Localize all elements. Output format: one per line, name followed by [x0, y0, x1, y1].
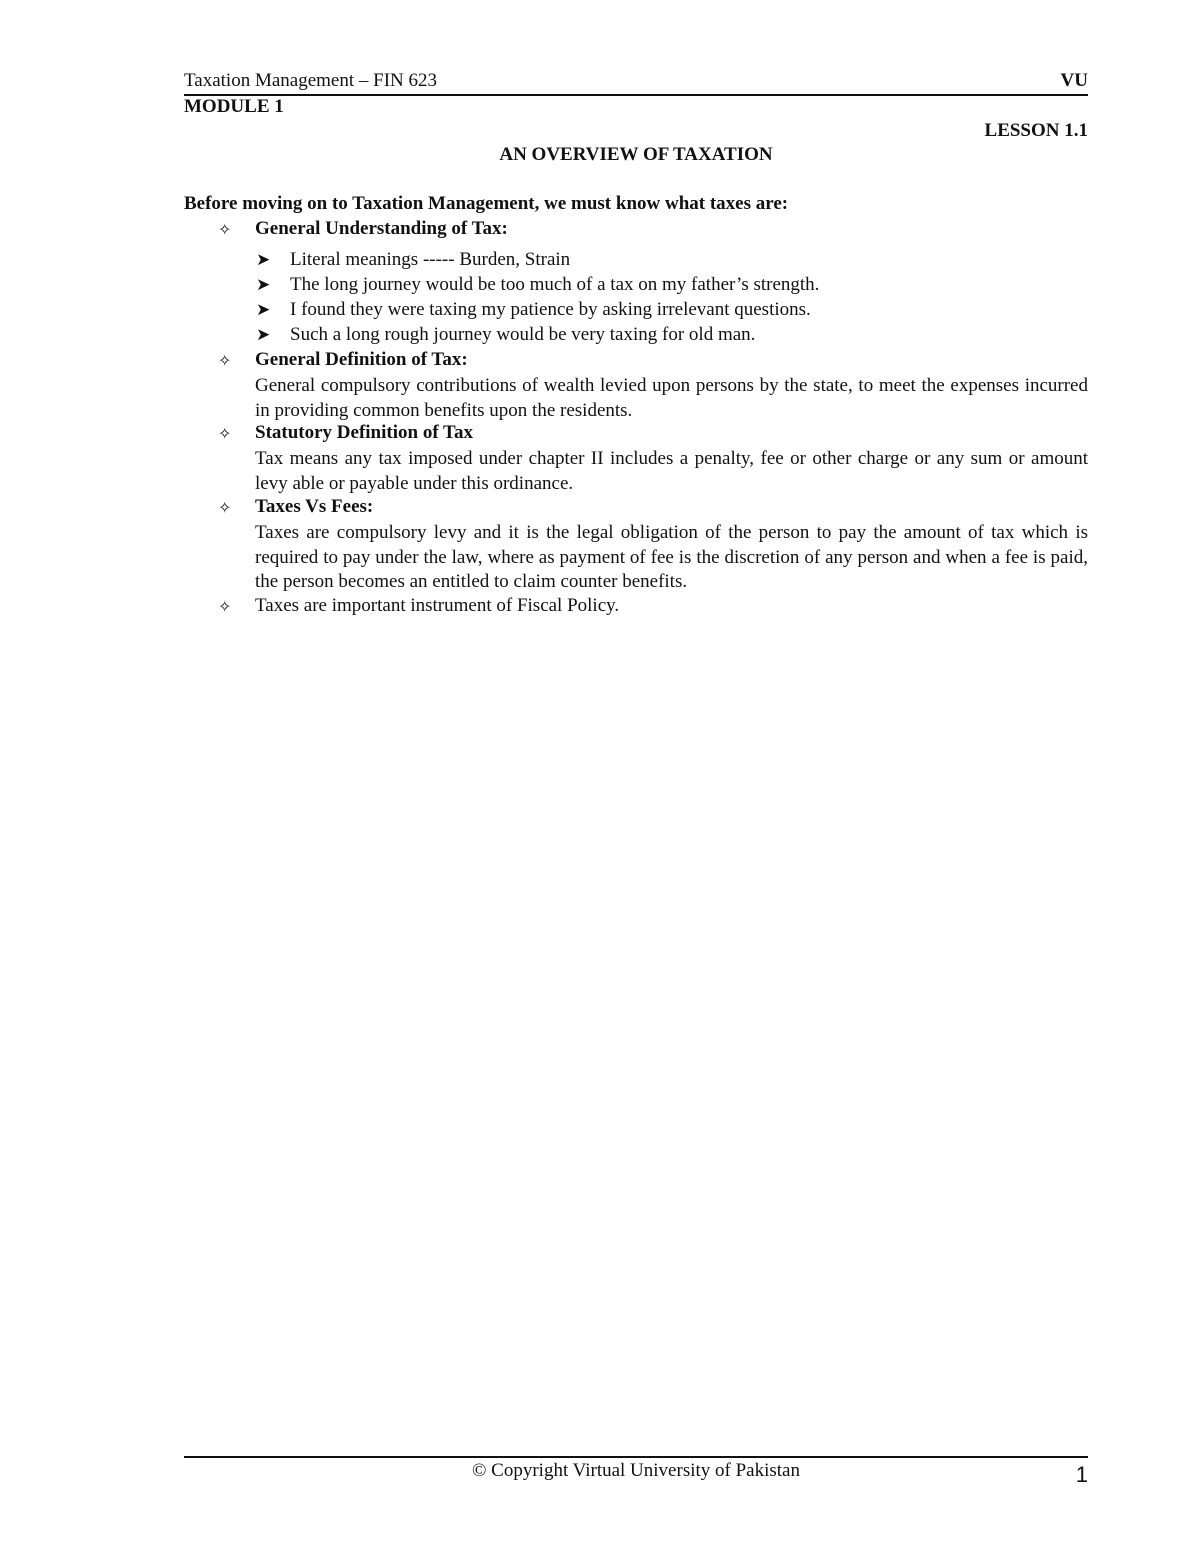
- list-item-text: I found they were taxing my patience by asking irrelevant questions.: [290, 299, 811, 320]
- arrowhead-bullet-icon: ➤: [256, 275, 271, 295]
- four-diamond-bullet-icon: ✧: [218, 351, 232, 370]
- copyright-text: © Copyright Virtual University of Pakistan: [471, 1460, 800, 1481]
- section-heading: General Understanding of Tax:: [255, 218, 508, 239]
- section-heading: Taxes Vs Fees:: [255, 496, 374, 517]
- footer-rule: [184, 1456, 1088, 1458]
- list-item-text: Such a long rough journey would be very taxing for old man.: [290, 324, 756, 345]
- section-body: Tax means any tax imposed under chapter II includes a penalty, fee or other charge or any sum or amount levy able or payable under this ordinance.: [255, 448, 1088, 494]
- page-header: [184, 70, 1088, 94]
- arrowhead-bullet-icon: ➤: [256, 325, 271, 345]
- section-body: Taxes are compulsory levy and it is the legal obligation of the person to pay the amount of tax which is required to pay under the law, where as payment of fee is the discretion of any person and when a fee is paid, the person becomes an entitled to claim counter benefits.: [255, 522, 1088, 592]
- list-item: [256, 249, 570, 271]
- four-diamond-bullet-icon: ✧: [218, 597, 232, 616]
- lesson-label: LESSON 1.1: [984, 120, 1088, 141]
- page-title: AN OVERVIEW OF TAXATION: [499, 144, 773, 165]
- four-diamond-bullet-icon: ✧: [218, 498, 232, 517]
- course-title: Taxation Management – FIN 623: [184, 70, 438, 91]
- list-item: [256, 299, 811, 321]
- four-diamond-bullet-icon: ✧: [218, 424, 232, 443]
- four-diamond-bullet-icon: ✧: [218, 220, 232, 239]
- arrowhead-bullet-icon: ➤: [256, 250, 271, 270]
- section-text: Taxes are important instrument of Fiscal Policy.: [255, 595, 620, 616]
- page-number: 1: [1075, 1462, 1088, 1487]
- module-label: MODULE 1: [184, 96, 284, 117]
- list-item-text: Literal meanings ----- Burden, Strain: [290, 249, 571, 270]
- list-item-text: The long journey would be too much of a tax on my father’s strength.: [290, 274, 820, 295]
- section-heading: General Definition of Tax:: [255, 349, 468, 370]
- section-heading: Statutory Definition of Tax: [255, 422, 473, 443]
- list-item: [256, 324, 755, 346]
- arrowhead-bullet-icon: ➤: [256, 300, 271, 320]
- header-rule: [184, 94, 1088, 96]
- brand-label: VU: [1060, 70, 1088, 91]
- list-item: [256, 274, 819, 296]
- intro-text: Before moving on to Taxation Management, we must know what taxes are:: [184, 193, 789, 214]
- section-body: General compulsory contributions of wealth levied upon persons by the state, to meet the expenses incurred in providing common benefits upon the residents.: [255, 375, 1088, 421]
